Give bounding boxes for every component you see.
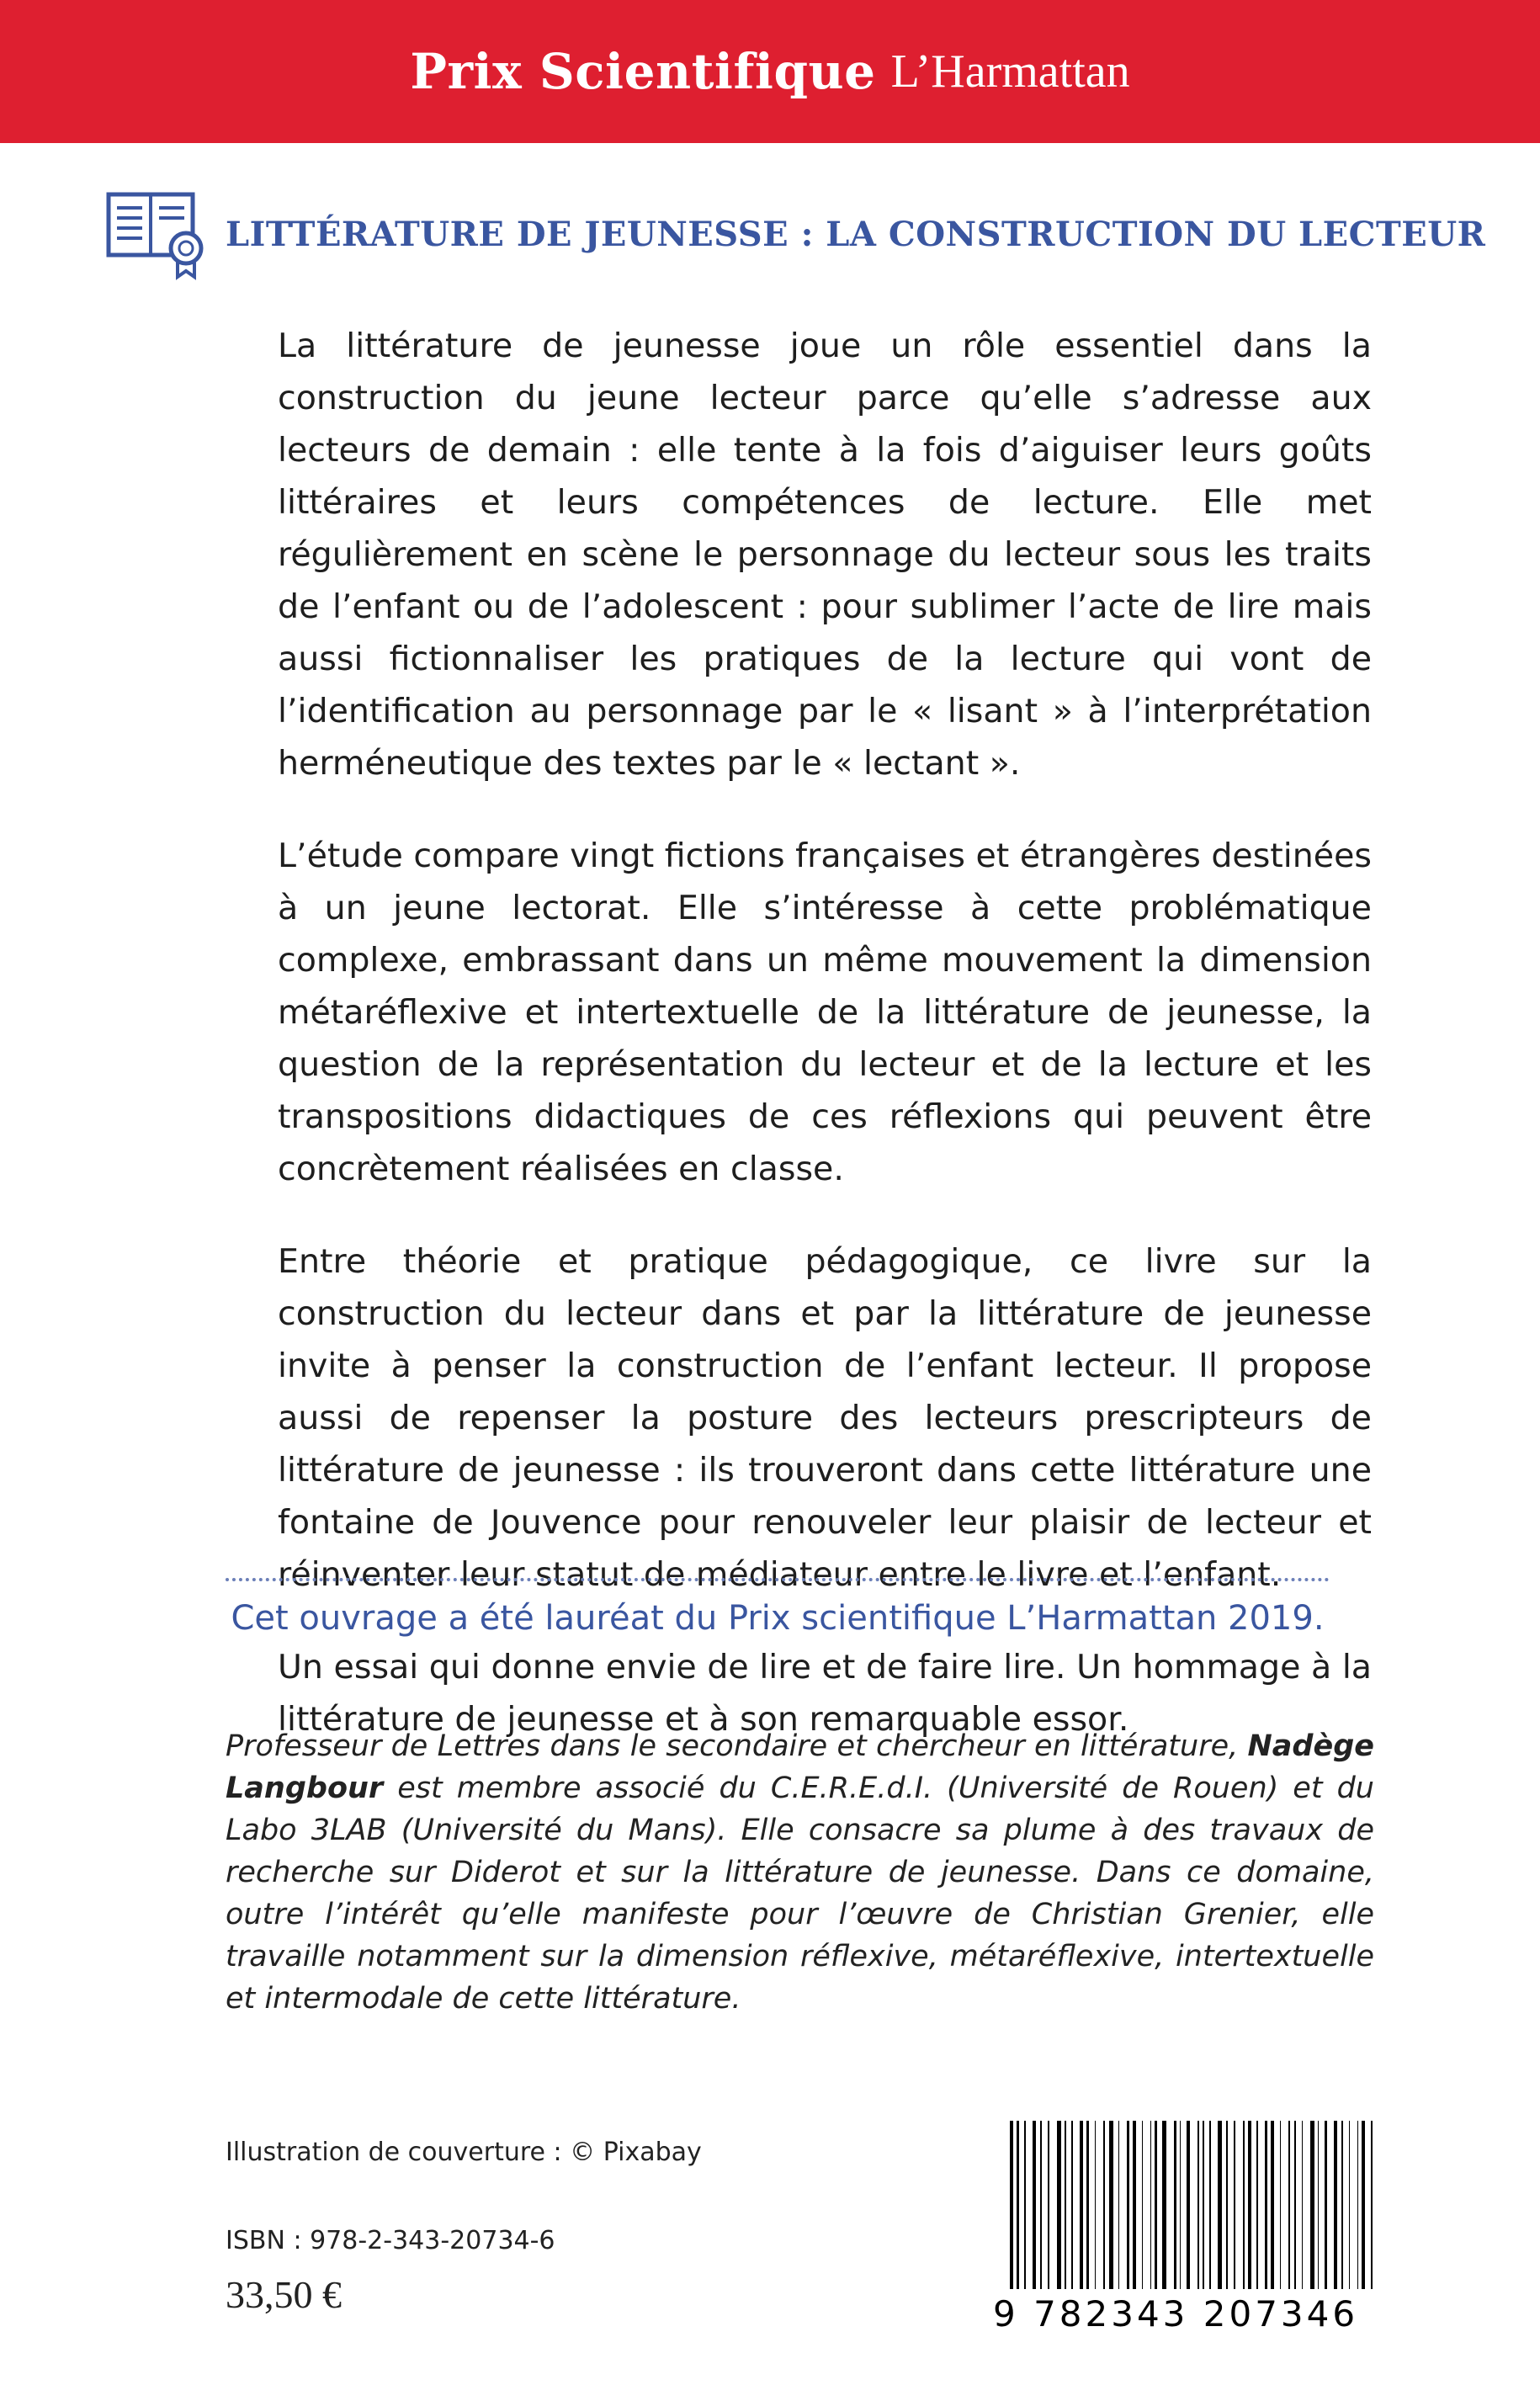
- barcode-bar: [1302, 2121, 1303, 2289]
- barcode-bar: [1187, 2121, 1190, 2289]
- barcode-bar: [1325, 2121, 1327, 2289]
- barcode-bar: [1174, 2121, 1176, 2289]
- barcode: [993, 2121, 1380, 2356]
- author-bio: [226, 1725, 1374, 2020]
- barcode-bar: [1024, 2121, 1025, 2289]
- barcode-bar: [1209, 2121, 1210, 2289]
- barcode-bar: [1310, 2121, 1314, 2289]
- barcode-bar: [1080, 2121, 1083, 2289]
- barcode-bar: [1142, 2121, 1143, 2289]
- barcode-bar: [1040, 2121, 1043, 2289]
- barcode-bar: [1288, 2121, 1291, 2289]
- barcode-bar: [1086, 2121, 1089, 2289]
- book-title: LITTÉRATURE DE JEUNESSE : LA CONSTRUCTION DU LECTEUR: [226, 215, 1486, 254]
- title-row: [105, 189, 1486, 282]
- barcode-bar: [1248, 2121, 1251, 2289]
- barcode-bars: [1010, 2121, 1380, 2289]
- barcode-bar: [1371, 2121, 1373, 2289]
- author-bio-rest: est membre associé du C.E.R.E.d.I. (Université de Rouen) et du Labo 3LAB (Université du Mans). Elle consacre sa plume à des travaux de recherche sur Diderot et sur la littérature de jeunesse. Dans ce domaine, outre l’intérêt qu’elle manifeste pour l’œuvre de Christian Grenier, elle travaille notamment sur la dimension réflexive, métaréflexive, intertextuelle et intermodale de cette littérature.: [226, 1771, 1374, 2016]
- barcode-bar: [1349, 2121, 1350, 2289]
- barcode-bar: [1234, 2121, 1236, 2289]
- barcode-bar: [1103, 2121, 1106, 2289]
- series-label: Prix Scientifique: [410, 43, 876, 100]
- barcode-bar: [1265, 2121, 1267, 2289]
- barcode-bar: [1218, 2121, 1222, 2289]
- barcode-digits: 9 782343 207346: [993, 2293, 1359, 2335]
- barcode-bar: [1095, 2121, 1096, 2289]
- publisher-logo: L’Harmattan: [890, 45, 1130, 98]
- barcode-bar: [1071, 2121, 1072, 2289]
- barcode-bar: [1334, 2121, 1337, 2289]
- barcode-bar: [1162, 2121, 1166, 2289]
- barcode-bar: [1226, 2121, 1229, 2289]
- barcode-bar: [1133, 2121, 1136, 2289]
- barcode-bar: [1243, 2121, 1244, 2289]
- barcode-bar: [1155, 2121, 1157, 2289]
- barcode-bar: [1048, 2121, 1050, 2289]
- illustration-credit: Illustration de couverture : © Pixabay: [226, 2138, 702, 2167]
- barcode-bar: [1318, 2121, 1319, 2289]
- barcode-bar: [1150, 2121, 1151, 2289]
- barcode-bar: [1118, 2121, 1119, 2289]
- dotted-divider: [226, 1578, 1330, 1581]
- barcode-bar: [1127, 2121, 1129, 2289]
- author-bio-intro: Professeur de Lettres dans le secondaire et chercheur en littérature,: [226, 1729, 1239, 1763]
- barcode-bar: [1280, 2121, 1281, 2289]
- summary-paragraph-3: Entre théorie et pratique pédagogique, ce livre sur la construction du lecteur dans et par la littérature de jeunesse invite à penser la construction de l’enfant lecteur. Il propose aussi de repenser la posture des lecteurs prescripteurs de littérature de jeunesse : ils trouveront dans cette littérature une fontaine de Jouvence pour renouveler leur plaisir de lecteur et réinventer leur statut de médiateur entre le livre et l’enfant.: [278, 1242, 1372, 1594]
- barcode-bar: [1109, 2121, 1113, 2289]
- barcode-bar: [1180, 2121, 1181, 2289]
- barcode-bar: [1357, 2121, 1358, 2289]
- summary-paragraph-1: La littérature de jeunesse joue un rôle essentiel dans la construction du jeune lecteur parce qu’elle s’adresse aux lecteurs de demain : elle tente à la fois d’aiguiser leurs goûts littéraires et leurs compétences de lecture. Elle met régulièrement en scène le personnage du lecteur sous les traits de l’enfant ou de l’adolescent : pour sublimer l’acte de lire mais aussi fictionnaliser les pratiques de la lecture qui vont de l’identification au personnage par le « lisant » à l’interprétation herméneutique des textes par le « lectant ».: [278, 327, 1372, 783]
- summary-paragraph-2: L’étude compare vingt fictions françaises et étrangères destinées à un jeune lectorat. Elle s’intéresse à cette problématique complexe, embrassant dans un même mouvement la dimension métaréflexive et intertextuelle de la littérature de jeunesse, la question de la représentation du lecteur et de la lecture et les transpositions didactiques de ces réflexions qui peuvent être concrètement réalisées en classe.: [278, 837, 1372, 1188]
- author-name: Nadège Langbour: [226, 1729, 1374, 1805]
- barcode-bar: [1197, 2121, 1200, 2289]
- barcode-bar: [1010, 2121, 1013, 2289]
- award-note: Cet ouvrage a été lauréat du Prix scientifique L’Harmattan 2019.: [231, 1599, 1325, 1638]
- isbn: ISBN : 978-2-343-20734-6: [226, 2226, 555, 2255]
- barcode-bar: [1271, 2121, 1274, 2289]
- certificate-icon: [105, 189, 210, 282]
- barcode-bar: [1362, 2121, 1365, 2289]
- summary-paragraph-4: Un essai qui donne envie de lire et de faire lire. Un hommage à la littérature de jeunesse et à son remarquable essor.: [278, 1648, 1372, 1739]
- barcode-bar: [1256, 2121, 1257, 2289]
- barcode-bar: [1017, 2121, 1019, 2289]
- barcode-bar: [1294, 2121, 1297, 2289]
- top-banner: [0, 0, 1540, 143]
- barcode-bar: [1341, 2121, 1344, 2289]
- barcode-bar: [1033, 2121, 1036, 2289]
- price: 33,50 €: [226, 2273, 342, 2316]
- barcode-bar: [1057, 2121, 1061, 2289]
- summary: [278, 320, 1372, 1786]
